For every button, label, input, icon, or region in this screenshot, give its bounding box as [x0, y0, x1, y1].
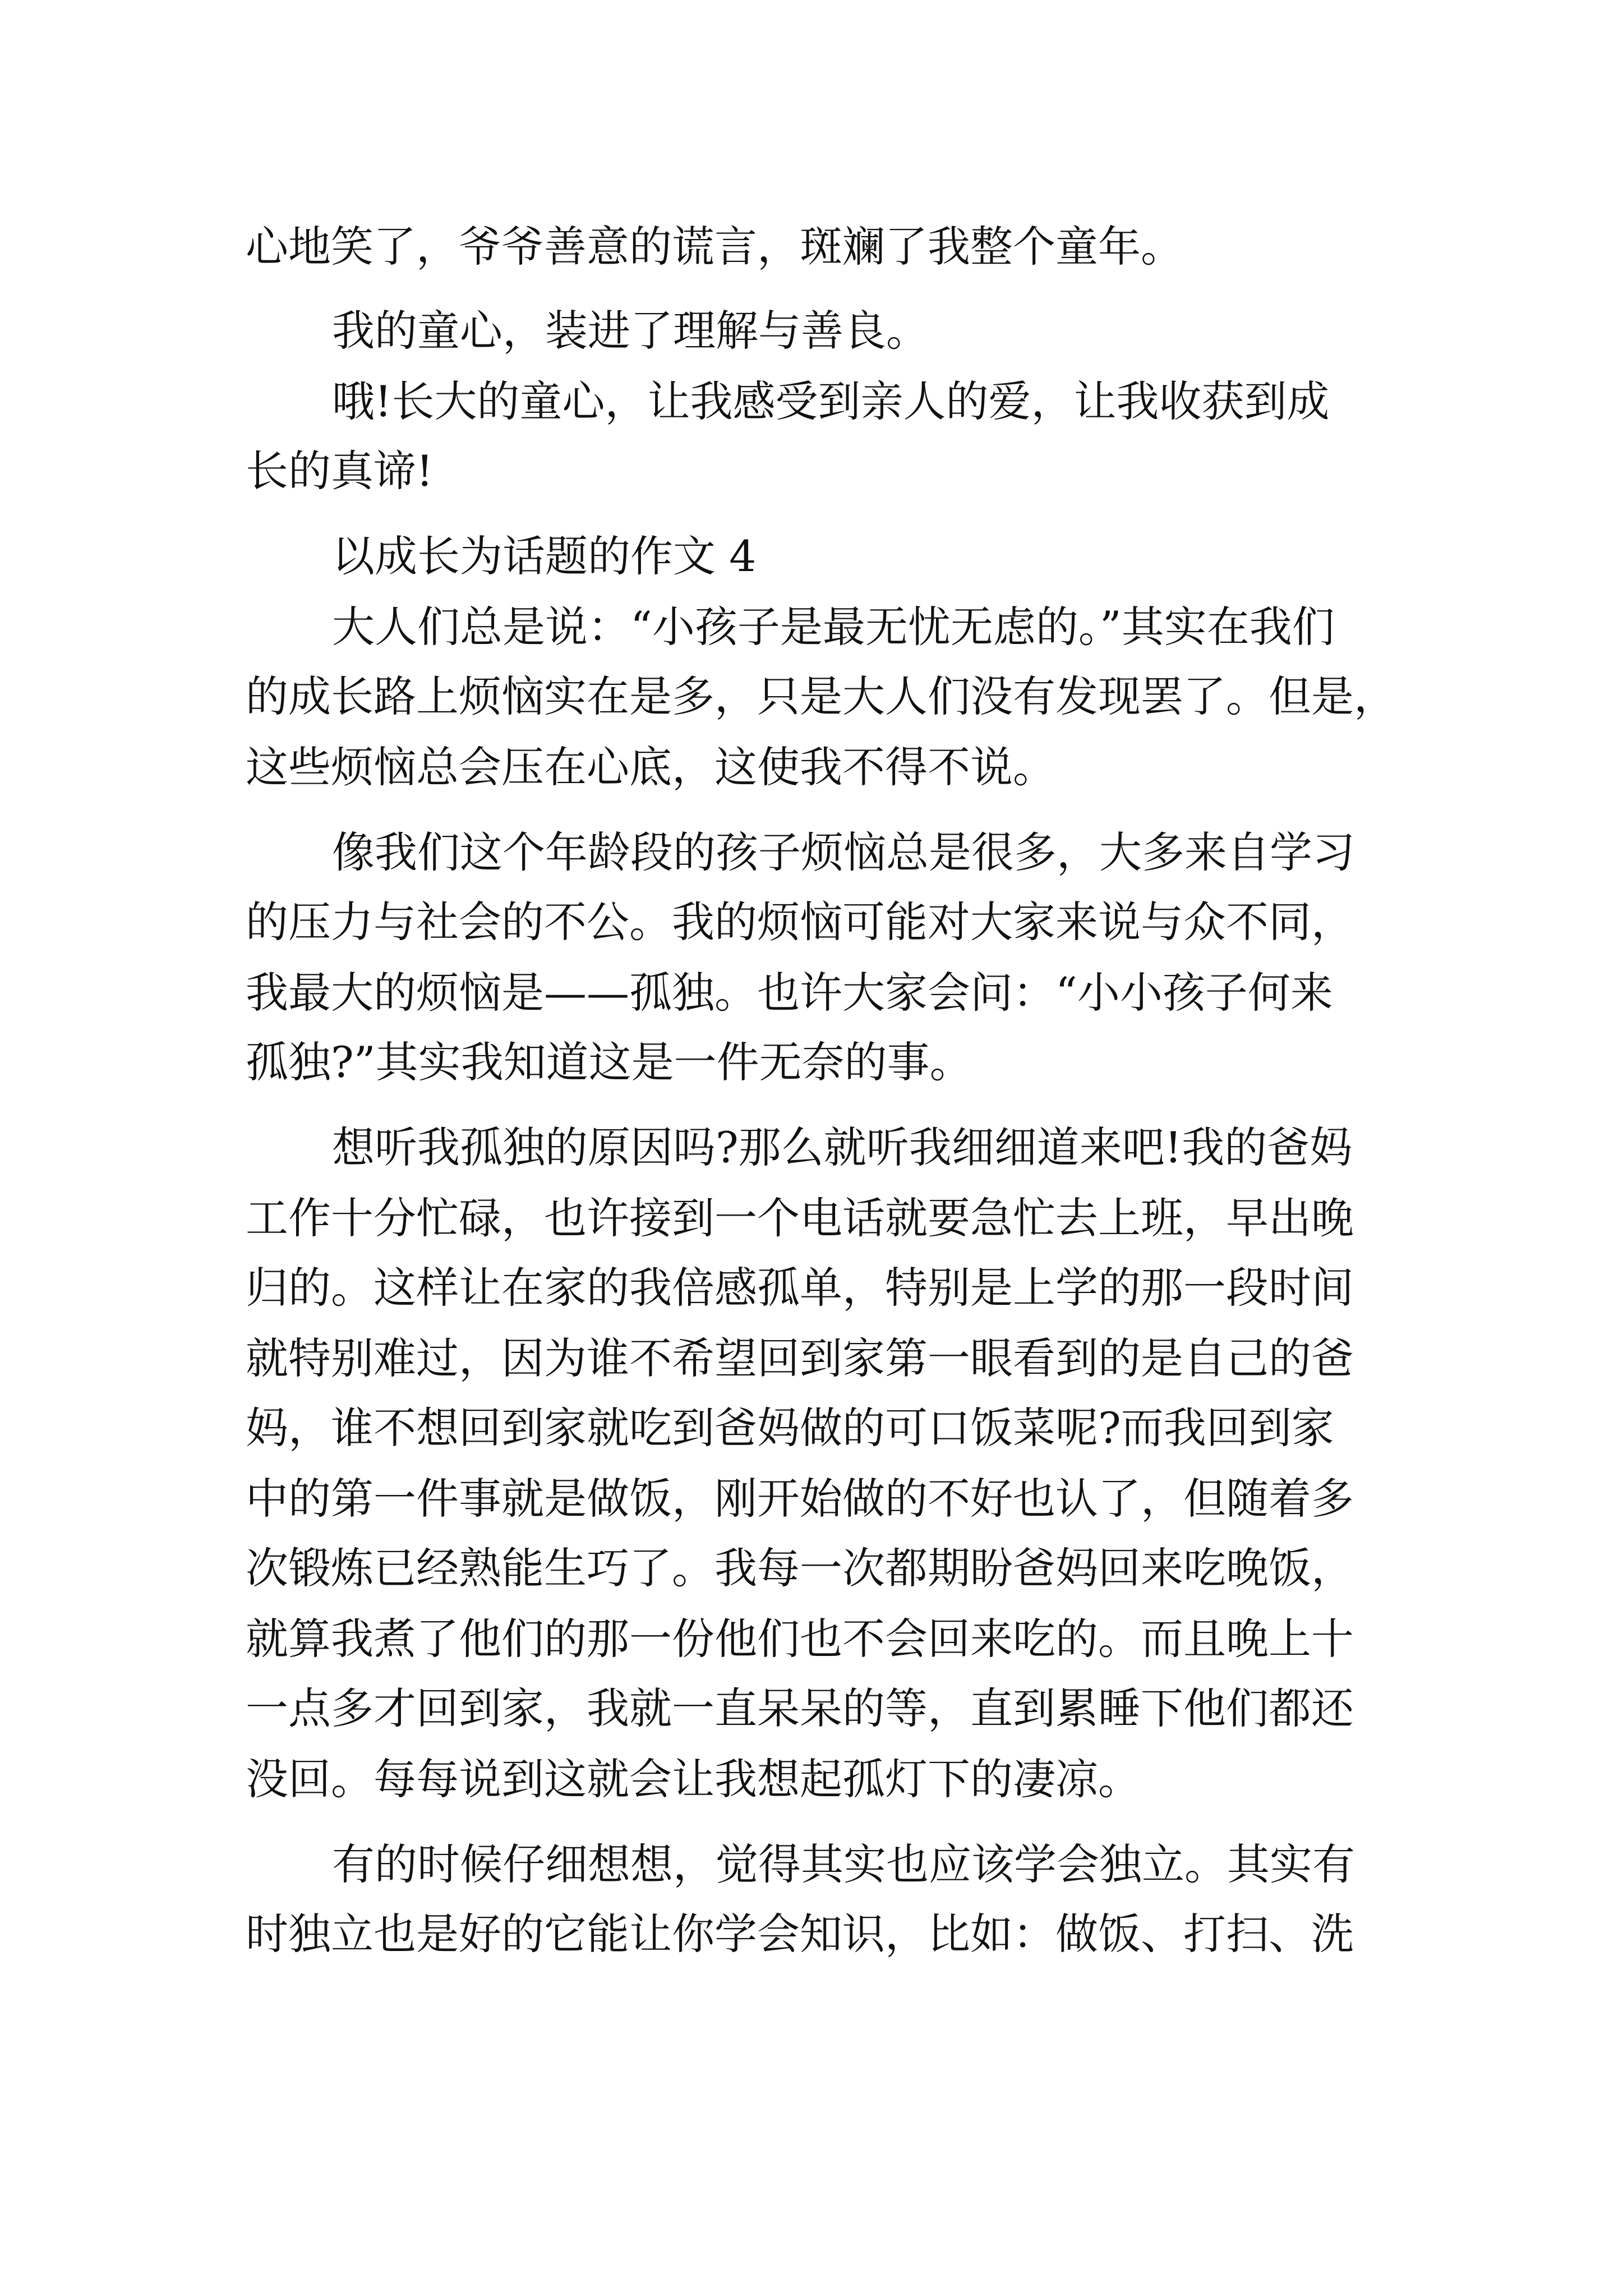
text-line: 的压力与社会的不公。我的烦恼可能对大家来说与众不同，: [246, 897, 1354, 947]
text-line: 我的童心，装进了理解与善良。: [332, 306, 929, 356]
text-line: 一点多才回到家，我就一直呆呆的等，直到累睡下他们都还: [246, 1683, 1354, 1733]
text-line: 这些烦恼总会压在心底，这使我不得不说。: [246, 742, 1055, 792]
text-line: 工作十分忙碌，也许接到一个电话就要急忙去上班，早出晚: [246, 1193, 1354, 1243]
text-line: 像我们这个年龄段的孩子烦恼总是很多，大多来自学习: [332, 827, 1355, 877]
text-line: 就特别难过，因为谁不希望回到家第一眼看到的是自己的爸: [246, 1333, 1354, 1383]
text-line: 中的第一件事就是做饭，刚开始做的不好也认了，但随着多: [246, 1474, 1354, 1524]
text-line: 就算我煮了他们的那一份他们也不会回来吃的。而且晚上十: [246, 1614, 1354, 1664]
text-line: 大人们总是说：“小孩子是最无忧无虑的。”其实在我们: [332, 602, 1335, 652]
text-line: 没回。每每说到这就会让我想起孤灯下的凄凉。: [246, 1754, 1141, 1804]
text-line: 归的。这样让在家的我倍感孤单，特别是上学的那一段时间: [246, 1263, 1354, 1313]
text-line: 心地笑了，爷爷善意的谎言，斑斓了我整个童年。: [246, 222, 1183, 272]
text-line: 我最大的烦恼是——孤独。也许大家会问：“小小孩子何来: [246, 968, 1333, 1018]
section-heading: 以成长为话题的作文 4: [332, 531, 757, 581]
text-line: 次锻炼已经熟能生巧了。我每一次都期盼爸妈回来吃晚饭，: [246, 1543, 1354, 1593]
text-line: 长的真谛!: [246, 446, 434, 496]
text-line: 有的时候仔细想想，觉得其实也应该学会独立。其实有: [332, 1839, 1355, 1889]
text-line: 的成长路上烦恼实在是多，只是大人们没有发现罢了。但是，: [246, 671, 1396, 721]
text-line: 时独立也是好的它能让你学会知识，比如：做饭、打扫、洗: [246, 1909, 1354, 1959]
text-line: 想听我孤独的原因吗?那么就听我细细道来吧!我的爸妈: [332, 1122, 1353, 1172]
text-line: 哦!长大的童心，让我感受到亲人的爱，让我收获到成: [332, 376, 1330, 426]
text-line: 妈，谁不想回到家就吃到爸妈做的可口饭菜呢?而我回到家: [246, 1403, 1334, 1453]
text-line: 孤独?”其实我知道这是一件无奈的事。: [246, 1037, 972, 1087]
